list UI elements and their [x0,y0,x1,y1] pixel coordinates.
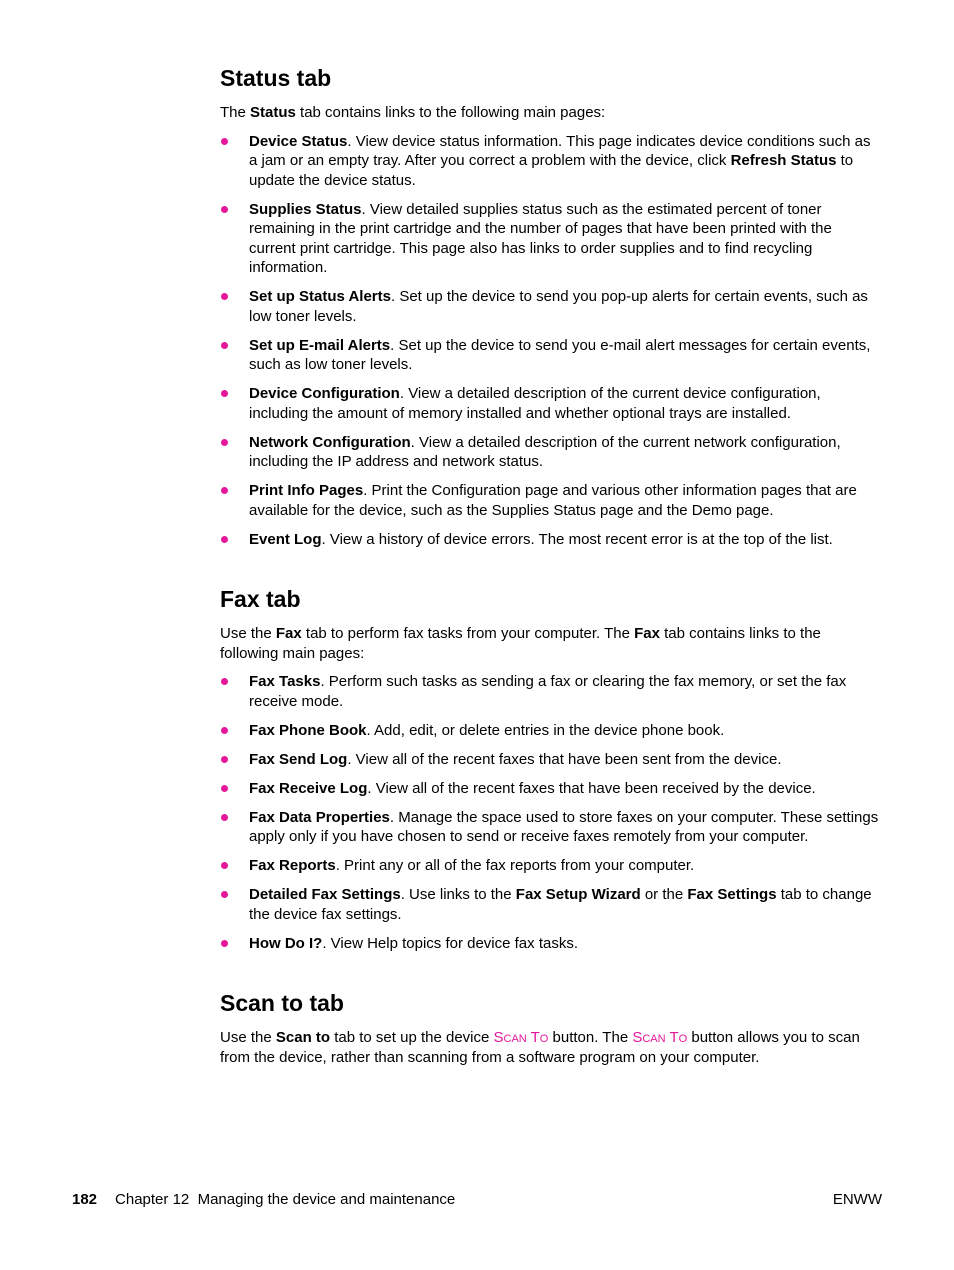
list-item: Fax Tasks. Perform such tasks as sending a fax or clearing the fax memory, or set the fax receive mode. [220,672,880,711]
bullet-icon [221,342,228,349]
page-footer [72,1190,882,1210]
page-number: 182 [72,1191,98,1208]
bullet-icon [221,206,228,213]
page-content [220,62,880,1101]
bullet-icon [221,138,228,145]
bullet-icon [221,756,228,763]
list-item: Event Log. View a history of device errors. The most recent error is at the top of the list. [220,530,880,550]
fax-intro: Use the Fax tab to perform fax tasks from your computer. The Fax tab contains links to the following main pages: [220,625,821,662]
scan-to-tab-heading: Scan to tab [220,990,344,1016]
scan-to-tab-section [220,987,880,1067]
chapter-title: Chapter 12 Managing the device and maintenance [115,1191,456,1208]
list-item: Set up E-mail Alerts. Set up the device to send you e-mail alert messages for certain events, such as low toner levels. [220,336,880,375]
scan-paragraph: Use the Scan to tab to set up the device Scan To button. The Scan To button allows you to scan from the device, rather than scanning from a software program on your computer. [220,1029,860,1066]
list-item: Detailed Fax Settings. Use links to the Fax Setup Wizard or the Fax Settings tab to change the device fax settings. [220,885,880,924]
scan-to-button-ref: Scan To [632,1029,688,1046]
list-item: Device Status. View device status information. This page indicates device conditions such as a jam or an empty tray. After you correct a problem with the device, click Refresh Status to update the device status. [220,132,880,191]
list-item: Supplies Status. View detailed supplies status such as the estimated percent of toner remaining in the print cartridge and the number of pages that have been printed with the current print cartridge. This page also has links to order supplies and to find recycling information. [220,200,880,278]
bullet-icon [221,785,228,792]
bullet-icon [221,390,228,397]
bullet-icon [221,678,228,685]
bullet-icon [221,862,228,869]
bullet-icon [221,814,228,821]
list-item: Fax Receive Log. View all of the recent faxes that have been received by the device. [220,779,880,799]
list-item: Fax Send Log. View all of the recent faxes that have been sent from the device. [220,750,880,770]
list-item: Set up Status Alerts. Set up the device to send you pop-up alerts for certain events, such as low toner levels. [220,287,880,326]
list-item: Device Configuration. View a detailed description of the current device configuration, including the amount of memory installed and whether optional trays are installed. [220,384,880,423]
fax-list [220,672,880,953]
status-tab-heading: Status tab [220,65,332,91]
list-item: Network Configuration. View a detailed description of the current network configuration, including the IP address and network status. [220,433,880,472]
status-intro: The Status tab contains links to the following main pages: [220,104,606,121]
bullet-icon [221,439,228,446]
bullet-icon [221,940,228,947]
bullet-icon [221,727,228,734]
status-tab-section [220,62,880,549]
fax-tab-section [220,583,880,953]
scan-to-button-ref: Scan To [493,1029,549,1046]
status-list [220,132,880,550]
bullet-icon [221,293,228,300]
fax-tab-heading: Fax tab [220,586,301,612]
bullet-icon [221,891,228,898]
bullet-icon [221,536,228,543]
footer-right-label: ENWW [832,1191,882,1208]
list-item: Fax Reports. Print any or all of the fax reports from your computer. [220,856,880,876]
bullet-icon [221,487,228,494]
list-item: How Do I?. View Help topics for device fax tasks. [220,934,880,954]
list-item: Fax Phone Book. Add, edit, or delete entries in the device phone book. [220,721,880,741]
list-item: Fax Data Properties. Manage the space used to store faxes on your computer. These settings apply only if you have chosen to send or receive faxes remotely from your computer. [220,808,880,847]
list-item: Print Info Pages. Print the Configuration page and various other information pages that are available for the device, such as the Supplies Status page and the Demo page. [220,481,880,520]
